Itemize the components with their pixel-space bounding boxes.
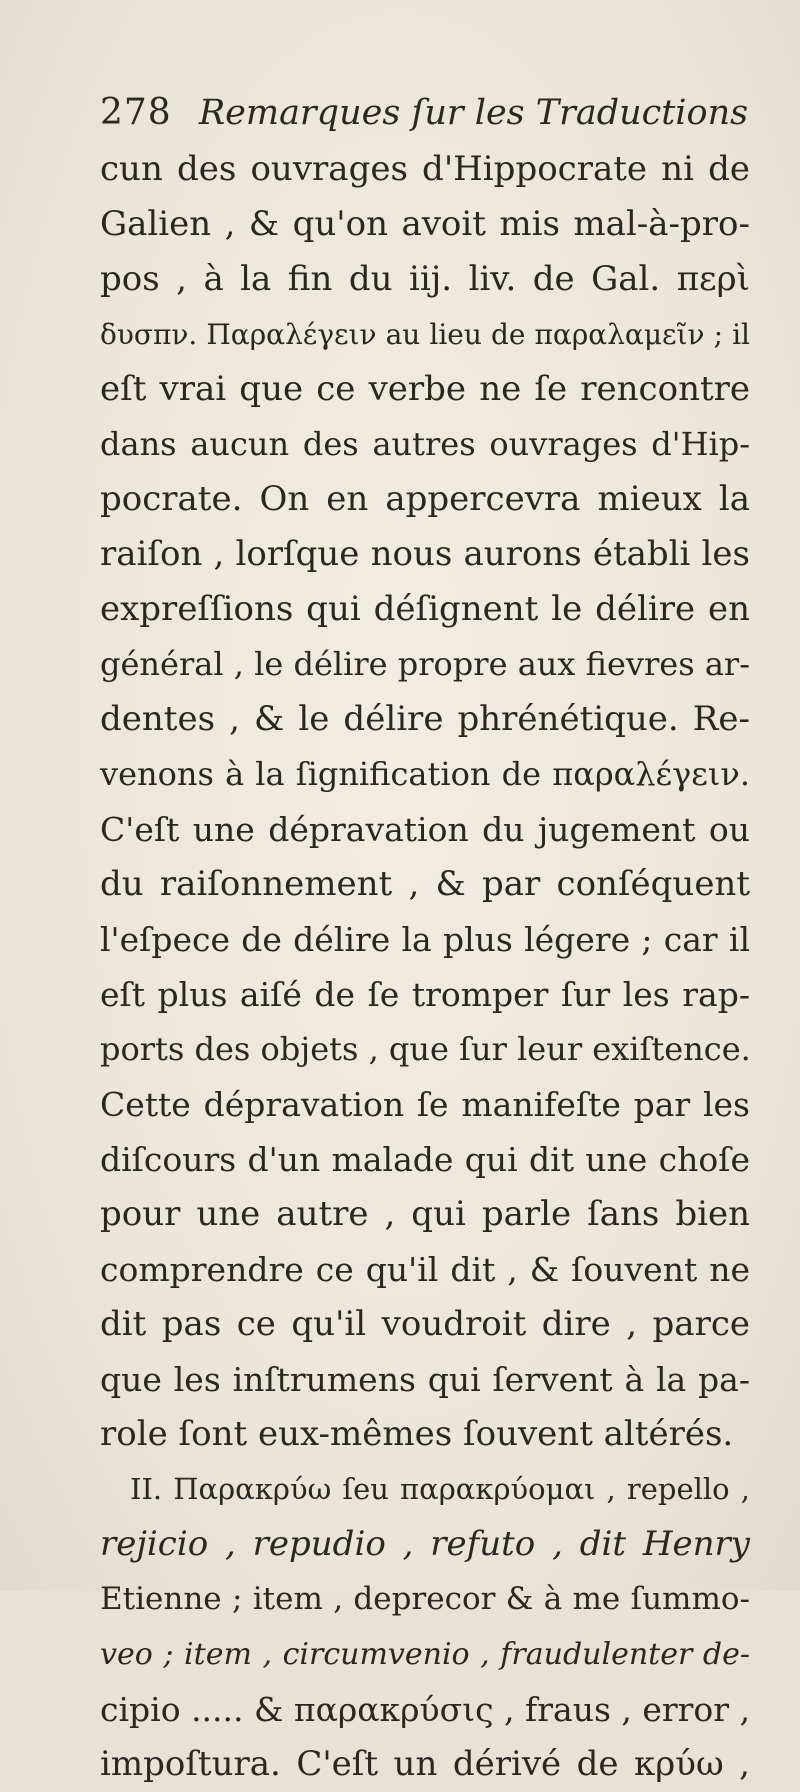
text-line: rejicio , repudio , refuto , dit Henry <box>100 1524 750 1564</box>
text-line: impoſtura. C'eſt un dérivé de κρύω , <box>100 1744 750 1784</box>
text-line: pour une autre , qui parle ſans bien <box>100 1194 750 1234</box>
text-line: Cette dépravation ſe manifeſte par les <box>100 1085 750 1124</box>
text-line: role ſont eux-mêmes ſouvent altérés. <box>100 1414 734 1454</box>
text-line: eſt plus aiſé de ſe tromper ſur les rap- <box>100 975 750 1014</box>
text-line: raiſon , lorſque nous aurons établi les <box>100 534 750 574</box>
text-line: dit pas ce qu'il voudroit dire , parce <box>100 1304 750 1344</box>
text-line: C'eſt une dépravation du jugement ou <box>100 810 750 849</box>
text-line: cun des ouvrages d'Hippocrate ni de <box>100 149 750 189</box>
text-body <box>100 142 750 1792</box>
running-head <box>100 92 760 142</box>
text-line: Galien , & qu'on avoit mis mal-à-pro- <box>100 204 750 244</box>
text-line: veo ; item , circumvenio , fraudulenter de- <box>100 1637 750 1672</box>
text-line: venons à la ſignification de παραλέγειν. <box>100 755 750 793</box>
text-line: diſcours d'un malade qui dit une choſe <box>100 1140 750 1179</box>
running-title: Remarques ſur les Traductions <box>198 93 749 133</box>
text-line: dentes , & le délire phrénétique. Re- <box>100 699 750 739</box>
text-line: comprendre ce qu'il dit , & ſouvent ne <box>100 1250 750 1289</box>
text-line: que les inſtrumens qui ſervent à la pa- <box>100 1360 750 1399</box>
text-line: eſt vrai que ce verbe ne ſe rencontre <box>100 369 750 409</box>
text-line: expreſſions qui déſignent le délire en <box>100 589 750 629</box>
text-line: général , le délire propre aux fievres ar- <box>100 645 750 683</box>
text-line: l'eſpece de délire la plus légere ; car il <box>100 920 750 959</box>
text-line: dans aucun des autres ouvrages d'Hip- <box>100 425 750 463</box>
text-line: du raiſonnement , & par conſéquent <box>100 864 750 904</box>
text-line: cipio ..... & παρακρύσις , fraus , error , <box>100 1690 751 1729</box>
text-line: Etienne ; item , deprecor & à me ſummo- <box>100 1581 750 1617</box>
text-line: pocrate. On en appercevra mieux la <box>100 479 750 519</box>
text-line: pos , à la fin du iij. liv. de Gal. περὶ <box>100 259 750 299</box>
page-number: 278 <box>100 92 172 133</box>
text-line: II. Παρακρύω ſeu παρακρύομαι , repello , <box>130 1472 750 1506</box>
text-line: δυσπν. Παραλέγειν au lieu de παραλαμεῖν ; il <box>100 318 750 351</box>
text-line: ports des objets , que ſur leur exiſtence. <box>100 1030 751 1068</box>
